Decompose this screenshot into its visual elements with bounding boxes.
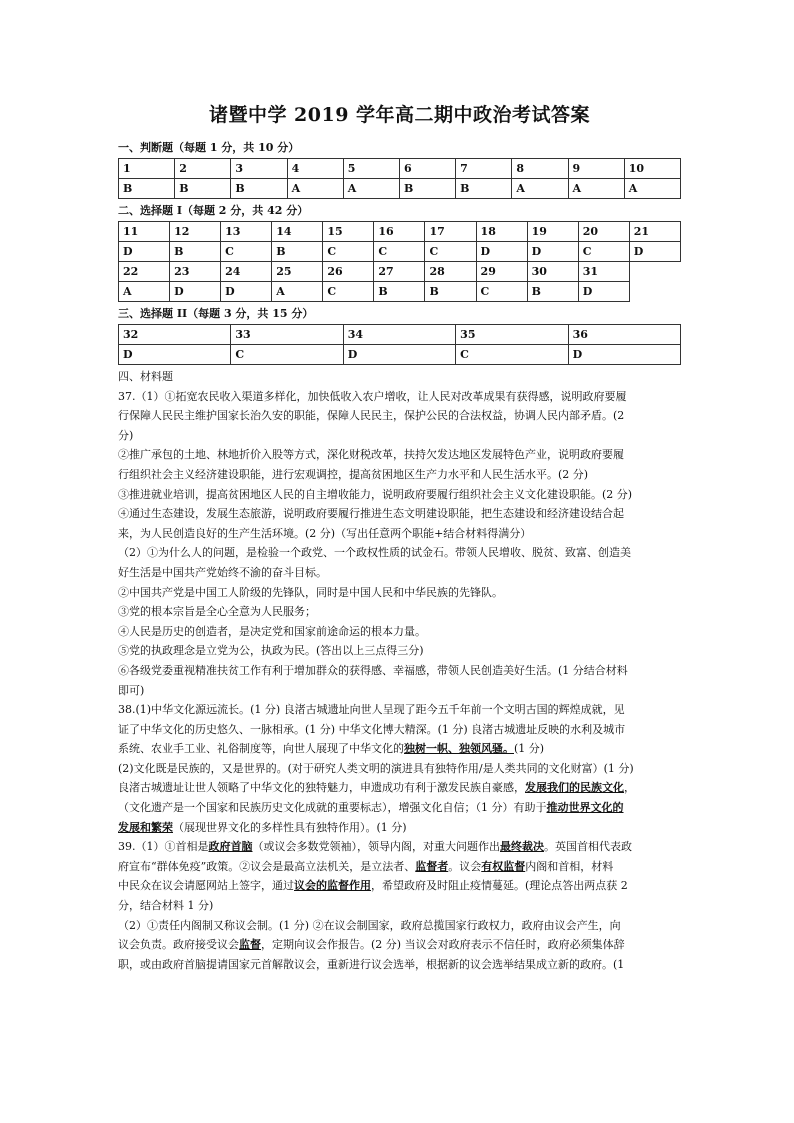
table-cell: 29 [476, 262, 527, 282]
table-cell: B [119, 179, 175, 199]
table-cell-empty [629, 262, 680, 282]
emphasis-text: 有权监督 [481, 859, 526, 873]
emphasis-text: 政府首脑 [208, 840, 253, 854]
table-cell: B [231, 179, 287, 199]
table-cell: 13 [221, 222, 272, 242]
table-cell: 31 [578, 262, 629, 282]
table-cell: 22 [119, 262, 170, 282]
table-cell: C [476, 282, 527, 302]
section1-number-row [119, 159, 681, 179]
page-title: 诸暨中学 2019 学年高二期中政治考试答案 [208, 104, 591, 126]
table-cell: C [374, 242, 425, 262]
text: 39.（1）①首相是 [118, 840, 209, 854]
table-cell: 23 [170, 262, 221, 282]
section3-heading: 三、选择题 II（每题 3 分，共 15 分） [118, 307, 314, 320]
table-cell: A [343, 179, 399, 199]
q39-line: （2）①责任内阁制又称议会制。(1 分) ②在议会制国家，政府总揽国家行政权力，政府由议会产生，向 [118, 918, 621, 932]
section3-answer-row [119, 345, 681, 365]
q39-line [118, 837, 681, 857]
section1-answer-row [119, 179, 681, 199]
table-cell: B [170, 242, 221, 262]
table-cell: 28 [425, 262, 476, 282]
table-cell: 30 [527, 262, 578, 282]
table-cell: A [272, 282, 323, 302]
table-cell: 17 [425, 222, 476, 242]
text: 。英国首相代表政 [544, 840, 632, 854]
table-cell: D [527, 242, 578, 262]
table-cell: 2 [175, 159, 231, 179]
q38-line: 证了中华文化的历史悠久、一脉相承。(1 分) 中华文化博大精深。(1 分) 良渚古城遗址反映的水利及城市 [118, 722, 626, 736]
table-cell: A [119, 282, 170, 302]
table-cell: B [425, 282, 476, 302]
table-cell: B [399, 179, 455, 199]
q37-line: 即可) [118, 683, 145, 697]
table-cell: D [170, 282, 221, 302]
text: 中民众在议会请愿网站上签字，通过 [118, 879, 294, 893]
q37-line: ④人民是历史的创造者，是决定党和国家前途命运的根本力量。 [118, 624, 426, 638]
table-cell: 3 [231, 159, 287, 179]
table-cell: 20 [578, 222, 629, 242]
table-cell: A [568, 179, 624, 199]
table-cell: A [512, 179, 568, 199]
text: 良渚古城遗址让世人领略了中华文化的独特魅力，申遗成功有利于激发民族自豪感， [118, 781, 525, 795]
q37-line: ③党的根本宗旨是全心全意为人民服务； [118, 605, 316, 619]
table-cell: 11 [119, 222, 170, 242]
table-cell: 33 [231, 325, 343, 345]
table-cell: 26 [323, 262, 374, 282]
table-cell: C [578, 242, 629, 262]
table-cell: 8 [512, 159, 568, 179]
table-cell: B [456, 179, 512, 199]
q39-line: 职，或由政府首脑提请国家元首解散议会，重新进行议会选举，根据新的议会选举结果成立新的政府。(1 [118, 957, 625, 971]
text: ，定期向议会作报告。(2 分) 当议会对政府表示不信任时，政府必须集体辞 [261, 938, 625, 952]
table-cell-empty [629, 282, 680, 302]
table-cell: 24 [221, 262, 272, 282]
section2-number-row-1 [119, 222, 681, 242]
section1-heading: 一、判断题（每题 1 分，共 10 分） [118, 141, 300, 154]
emphasis-text: 议会的监督作用 [294, 879, 371, 893]
section2-heading: 二、选择题 I（每题 2 分，共 42 分） [118, 204, 309, 217]
q37-line: ③推进就业培训，提高贫困地区人民的自主增收能力，说明政府要履行组织社会主义文化建设职能。(2 分) [118, 487, 633, 501]
q38-line: 38.(1)中华文化源远流长。(1 分) 良渚古城遗址向世人呈现了距今五千年前一个文明古国的辉煌成就，见 [118, 703, 625, 717]
q38-line [118, 798, 681, 818]
table-cell: 1 [119, 159, 175, 179]
q37-line: 37.（1）①拓宽农民收入渠道多样化，加快低收入农户增收，让人民对改革成果有获得感，说明政府要履 [118, 389, 627, 403]
table-cell: 7 [456, 159, 512, 179]
table-cell: 15 [323, 222, 374, 242]
table-cell: 32 [119, 325, 231, 345]
text: 内阁和首相，材料 [525, 859, 614, 873]
table-cell: 4 [287, 159, 343, 179]
table-cell: A [624, 179, 680, 199]
table-cell: 12 [170, 222, 221, 242]
emphasis-text: 推动世界文化的 [546, 801, 624, 815]
section3-table [118, 324, 681, 365]
q37-line: 来，为人民创造良好的生产生活环境。(2 分)（写出任意两个职能+结合材料得满分） [118, 526, 532, 540]
section3-number-row [119, 325, 681, 345]
text: ，希望政府及时阻止疫情蔓延。(理论点答出两点获 2 [371, 879, 628, 893]
table-cell: D [629, 242, 680, 262]
table-cell: D [221, 282, 272, 302]
q38-line: (2)文化既是民族的，又是世界的。(对于研究人类文明的演进具有独特作用/是人类共同的文化财富）(1 分) [118, 761, 634, 775]
text: (1 分) [514, 742, 545, 756]
table-cell: B [175, 179, 231, 199]
text: 府宣布“群体免疫”政策。②议会是最高立法机关，是立法者、 [118, 859, 416, 873]
table-cell: 34 [343, 325, 455, 345]
text: （或议会多数党领袖），领导内阁，对重大问题作出 [252, 840, 500, 854]
q37-line: ⑥各级党委重视精准扶贫工作有利于增加群众的获得感、幸福感，带领人民创造美好生活。(1 分结合材料 [118, 663, 628, 677]
table-cell: 21 [629, 222, 680, 242]
table-cell: B [272, 242, 323, 262]
table-cell: 10 [624, 159, 680, 179]
text: （文化遗产是一个国家和民族历史文化成就的重要标志），增强文化自信；（1 分）有助于 [118, 801, 547, 815]
table-cell: 6 [399, 159, 455, 179]
section1-table [118, 158, 681, 199]
emphasis-text: 最终裁决 [500, 840, 544, 854]
table-cell: D [476, 242, 527, 262]
table-cell: D [578, 282, 629, 302]
section2-table [118, 221, 681, 302]
table-cell: 14 [272, 222, 323, 242]
q39-line [118, 857, 681, 877]
table-cell: 27 [374, 262, 425, 282]
text: 。议会 [448, 859, 482, 873]
q37-line: ②推广承包的土地、林地折价入股等方式，深化财税改革，扶持欠发达地区发展特色产业，说明政府要履 [118, 448, 624, 462]
text: 议会负责。政府接受议会 [118, 938, 239, 952]
table-cell: 36 [568, 325, 680, 345]
table-cell: D [343, 345, 455, 365]
emphasis-text: 发展和繁荣 [118, 820, 173, 834]
section2-answer-row-1 [119, 242, 681, 262]
text: ， [624, 781, 635, 795]
table-cell: C [323, 242, 374, 262]
table-cell: C [221, 242, 272, 262]
table-cell: D [119, 345, 231, 365]
table-cell: 35 [456, 325, 568, 345]
table-cell: 18 [476, 222, 527, 242]
q37-line: ②中国共产党是中国工人阶级的先锋队，同时是中国人民和中华民族的先锋队。 [118, 585, 503, 599]
q38-line [118, 739, 681, 759]
table-cell: C [323, 282, 374, 302]
table-cell: C [231, 345, 343, 365]
emphasis-text: 监督者 [415, 859, 449, 873]
table-cell: 9 [568, 159, 624, 179]
answer-sheet [118, 100, 681, 974]
section2-number-row-2 [119, 262, 681, 282]
text: 系统、农业手工业、礼俗制度等，向世人展现了中华文化的 [118, 742, 404, 756]
q39-line [118, 876, 681, 896]
q37-line: ④通过生态建设，发展生态旅游，说明政府要履行推进生态文明建设职能，把生态建设和经济建设结合起 [118, 507, 624, 521]
table-cell: C [456, 345, 568, 365]
emphasis-text: 独树一帜、独领风骚。 [404, 742, 514, 756]
q39-line: 分，结合材料 1 分) [118, 899, 214, 913]
material-questions [118, 367, 681, 974]
table-cell: C [425, 242, 476, 262]
section2-answer-row-2 [119, 282, 681, 302]
q39-line [118, 935, 681, 955]
table-cell: 5 [343, 159, 399, 179]
q37-line: ⑤党的执政理念是立党为公，执政为民。(答出以上三点得三分) [118, 644, 424, 658]
table-cell: D [568, 345, 680, 365]
table-cell: B [374, 282, 425, 302]
table-cell: 25 [272, 262, 323, 282]
q37-line: 行保障人民民主维护国家长治久安的职能，保障人民民主，保护公民的合法权益，协调人民内部矛盾。(2 [118, 409, 625, 423]
q38-line [118, 778, 681, 798]
table-cell: 16 [374, 222, 425, 242]
q37-line: 行组织社会主义经济建设职能，进行宏观调控，提高贫困地区生产力水平和人民生活水平。(2 分) [118, 467, 589, 481]
table-cell: 19 [527, 222, 578, 242]
section4-heading: 四、材料题 [118, 370, 173, 383]
table-cell: A [287, 179, 343, 199]
text: （展现世界文化的多样性具有独特作用）。(1 分) [173, 820, 407, 834]
table-cell: D [119, 242, 170, 262]
q37-line: 分) [118, 428, 134, 442]
emphasis-text: 发展我们的民族文化 [525, 781, 624, 795]
q38-line [118, 818, 681, 838]
q37-line: 好生活是中国共产党始终不渝的奋斗目标。 [118, 565, 327, 579]
table-cell: B [527, 282, 578, 302]
q37-line: （2）①为什么人的问题，是检验一个政党、一个政权性质的试金石。带领人民增收、脱贫、致富、创造美 [118, 546, 631, 560]
emphasis-text: 监督 [239, 938, 261, 952]
